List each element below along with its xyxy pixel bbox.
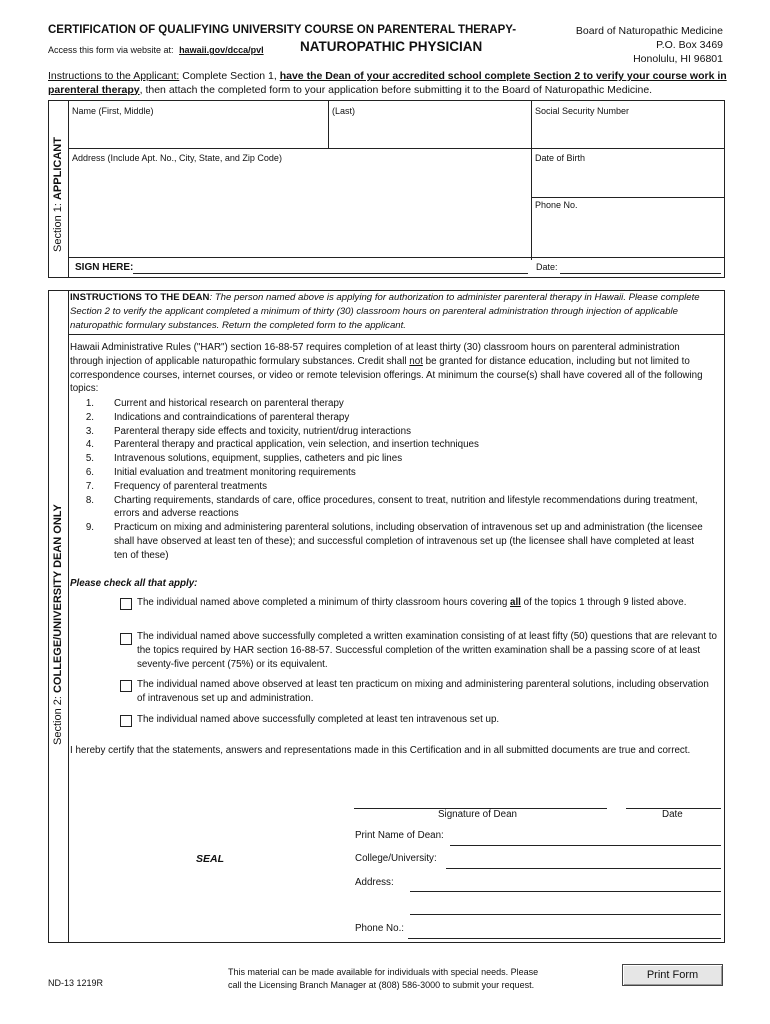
topic-text: Charting requirements, standards of care, office procedures, consent to treat, nutrition and lifestyle recommendations during treatment, errors and adverse reactions [114, 494, 698, 520]
applicant-instructions [48, 70, 728, 97]
print-name-label: Print Name of Dean: [355, 830, 444, 841]
address-line-2[interactable] [410, 914, 721, 915]
board-city: Honolulu, HI 96801 [633, 53, 723, 65]
topic-text: Parenteral therapy side effects and toxicity, nutrient/drug interactions [114, 425, 411, 437]
topic-item [80, 397, 710, 411]
topic-number: 9. [85, 522, 94, 534]
topic-text: Parenteral therapy and practical application, vein selection, and insertion techniques [114, 439, 479, 451]
check4-checkbox[interactable] [120, 715, 132, 727]
instructions-bold: have the Dean of your accredited school complete Section 2 to verify your course work in parenteral therapy [48, 70, 727, 96]
topic-text: Current and historical research on parenteral therapy [114, 398, 344, 409]
topic-item [80, 466, 710, 480]
board-name: Board of Naturopathic Medicine [575, 25, 723, 37]
topic-text: Intravenous solutions, equipment, supplies, catheters and pic lines [114, 453, 403, 465]
check3-checkbox[interactable] [120, 680, 132, 692]
topic-number: 8. [85, 494, 94, 506]
section2-side-label: Section 2: COLLEGE/UNIVERSITY DEAN ONLY [52, 504, 64, 745]
print-name-line[interactable] [450, 845, 721, 846]
name-first-middle-field[interactable]: Name (First, Middle) [72, 106, 154, 116]
instructions-part1: Complete Section 1, [179, 70, 280, 82]
topic-item [80, 411, 710, 425]
applicant-signature-line[interactable] [133, 273, 528, 274]
check4-label: The individual named above successfully completed at least ten intravenous set up. [137, 714, 500, 725]
certify-statement: I hereby certify that the statements, answers and representations made in this Certification and in all submitted documents are true and correct. [70, 745, 691, 756]
topic-text: Practicum on mixing and administering parenteral solutions, including observation of intravenous set up and administration (the licensee shall have observed at least ten of these); and successful completion of intravenous set up (the licensee shall have completed at least ten of these) [114, 522, 703, 561]
access-link[interactable]: hawaii.gov/dcca/pvl [179, 45, 264, 55]
dean-instructions [70, 291, 720, 332]
special-needs-note: This material can be made available for individuals with special needs. Please call the Licensing Branch Manager at (808) 586-3000 to submit your request. [228, 967, 539, 990]
dob-field[interactable]: Date of Birth [535, 153, 586, 163]
ssn-field[interactable]: Social Security Number [535, 106, 630, 116]
topic-number: 4. [85, 439, 94, 451]
college-line[interactable] [446, 868, 721, 869]
instructions-part2: , then attach the completed form to your application before submitting it to the Board of Naturopathic Medicine. [139, 83, 653, 96]
topic-item [80, 425, 710, 439]
applicant-date-line[interactable] [560, 273, 721, 274]
check1-checkbox[interactable] [120, 598, 132, 610]
check1-label: The individual named above completed a minimum of thirty classroom hours covering all of the topics 1 through 9 listed above. [137, 597, 687, 608]
access-prefix: Access this form via website at: [48, 45, 174, 55]
phone-label: Phone No.: [355, 923, 405, 934]
check3-label: The individual named above observed at least ten practicum on mixing and administering parenteral solutions, including observation of intravenous set up and administration. [137, 679, 709, 704]
address-line-1[interactable] [410, 891, 721, 892]
section1-box [48, 100, 725, 278]
print-form-button[interactable]: Print Form [622, 964, 723, 986]
form-title: CERTIFICATION OF QUALIFYING UNIVERSITY COURSE ON PARENTERAL THERAPY- [48, 24, 517, 36]
check2-label: The individual named above successfully completed a written examination consisting of at least fifty (50) questions that are relevant to the topics required by HAR section 16-88-57. Successful completion of the written examination shall be a passing score of at least seventy-five percent (75%) or its equivalent. [137, 631, 717, 670]
dean-date-label: Date [662, 809, 683, 820]
form-subtitle: NATUROPATHIC PHYSICIAN [300, 39, 483, 54]
college-label: College/University: [355, 853, 437, 864]
topic-item [80, 494, 710, 522]
phone-field[interactable]: Phone No. [535, 200, 578, 210]
topic-text: Initial evaluation and treatment monitoring requirements [114, 466, 356, 478]
topic-item [80, 521, 710, 562]
sign-here-label: SIGN HERE: [75, 262, 134, 273]
topic-number: 6. [85, 466, 94, 478]
topic-item [80, 452, 710, 466]
board-po-box: P.O. Box 3469 [656, 39, 723, 51]
topic-number: 1. [85, 398, 94, 409]
address-label: Address: [355, 877, 394, 888]
dean-instructions-text: : The person named above is applying for authorization to administer parenteral therapy in Hawaii. Please complete Section 2 to verify the applicant completed a minimum of thirty (30) classroom hours on parenteral administration through injection of applicable naturopathic formulary substances. Return the completed form to the applicant. [70, 292, 700, 331]
instructions-label: Instructions to the Applicant: [48, 70, 180, 82]
topic-number: 2. [85, 411, 94, 423]
address-field[interactable]: Address (Include Apt. No., City, State, and Zip Code) [72, 153, 282, 163]
access-note [48, 45, 264, 55]
topic-number: 3. [85, 425, 94, 437]
name-last-field[interactable]: (Last) [332, 106, 356, 116]
topic-item [80, 480, 710, 494]
topics-list [80, 397, 710, 563]
form-id: ND-13 1219R [48, 978, 104, 988]
topic-number: 5. [85, 453, 94, 465]
phone-line[interactable] [408, 938, 721, 939]
seal-label: SEAL [196, 853, 225, 865]
check-heading: Please check all that apply: [70, 578, 198, 589]
topic-item [80, 438, 710, 452]
check2-checkbox[interactable] [120, 633, 132, 645]
signature-of-dean-label: Signature of Dean [438, 809, 517, 820]
applicant-date-label: Date: [536, 262, 558, 272]
har-paragraph: Hawaii Administrative Rules ("HAR") section 16-88-57 requires completion of at least thirty (30) classroom hours on parenteral administration through injection of applicable naturopathic formulary substances. Credit shall not be granted for distance education, including but not limited to correspondence courses, internet courses, or video or remote television offerings. At minimum the course(s) shall have covered all of the following topics: [70, 342, 703, 395]
topic-text: Indications and contraindications of parenteral therapy [114, 411, 350, 423]
dean-instructions-label: INSTRUCTIONS TO THE DEAN [70, 292, 210, 303]
topic-number: 7. [85, 480, 94, 492]
section1-side-label: Section 1: APPLICANT [52, 137, 64, 252]
topic-text: Frequency of parenteral treatments [114, 480, 268, 492]
board-address [576, 24, 723, 66]
